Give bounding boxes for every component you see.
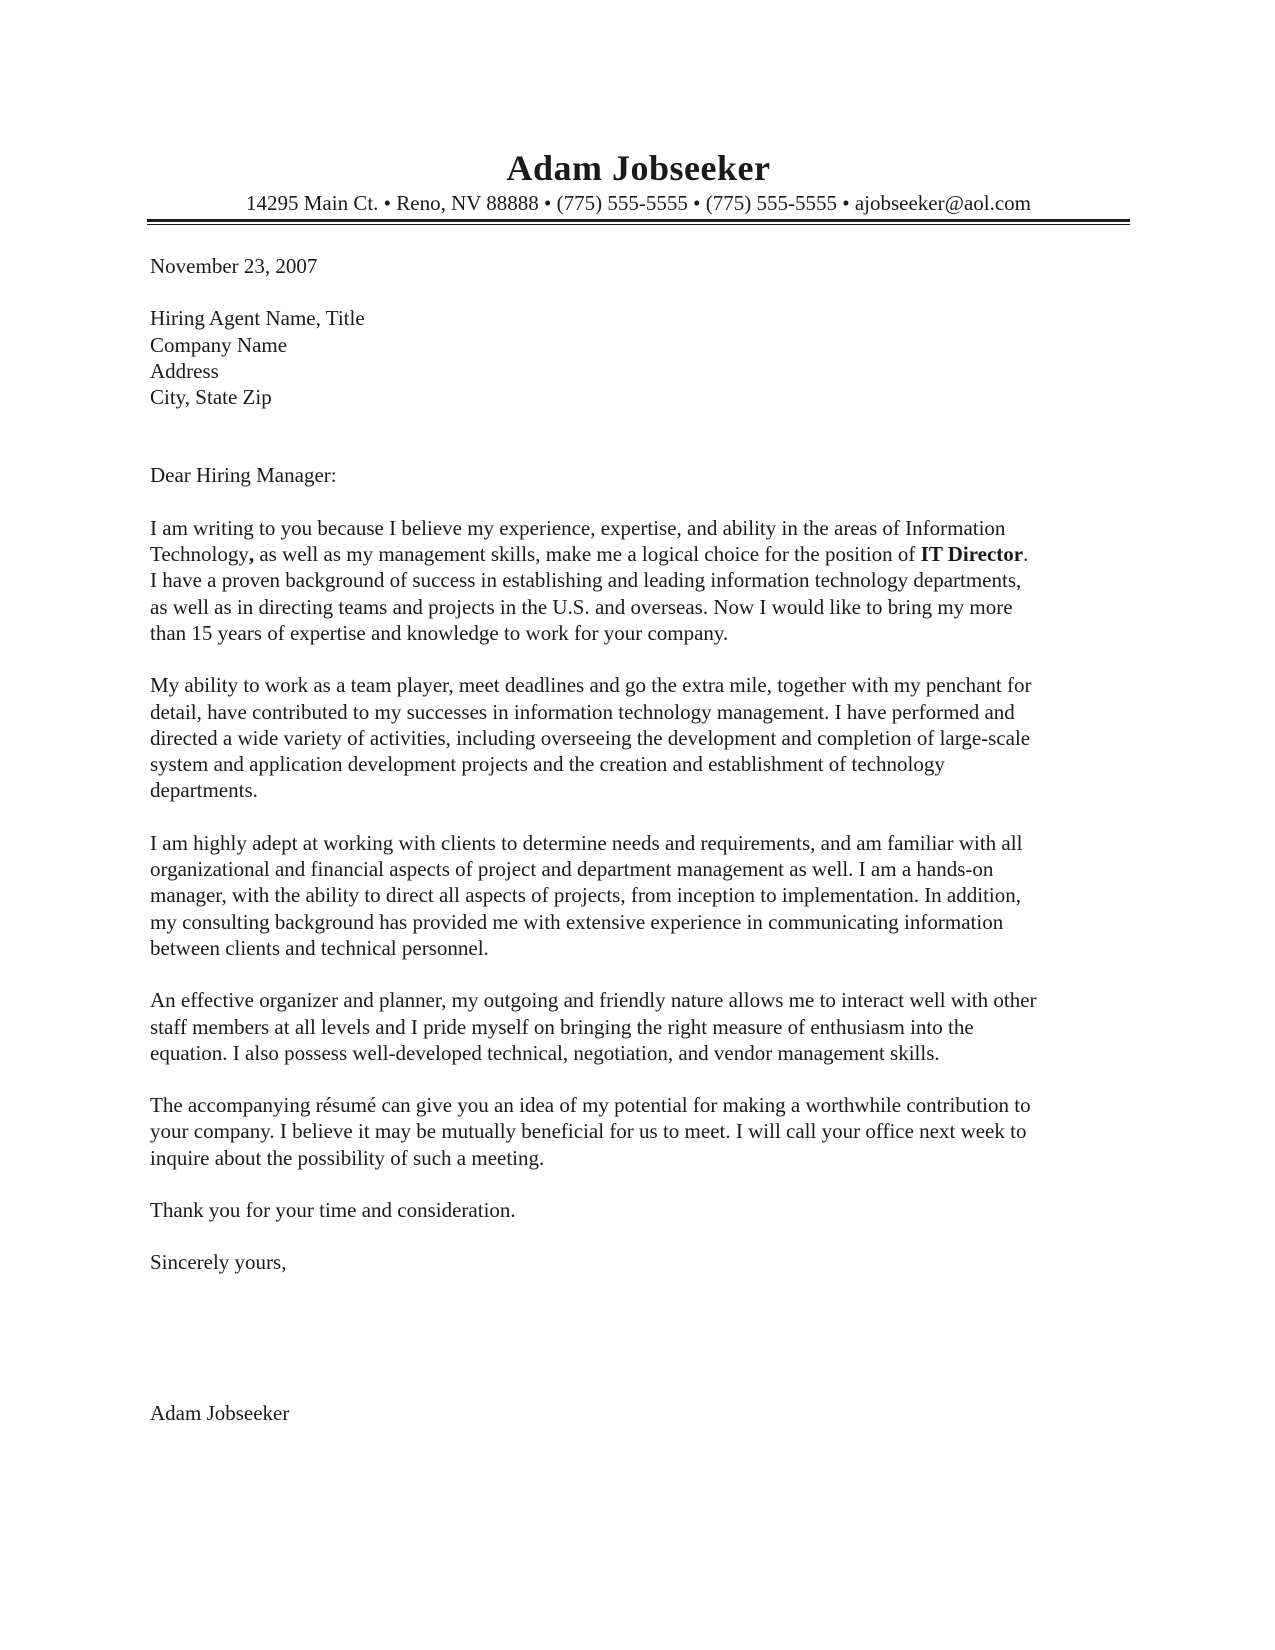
recipient-line: Address [150,358,219,383]
letter-date: November 23, 2007 [150,254,318,278]
paragraph-line: inquire about the possibility of such a meeting. [150,1145,545,1170]
paragraph-2 [150,672,1140,803]
paragraph-line: equation. I also possess well-developed technical, negotiation, and vendor management skills. [150,1040,940,1065]
signature-name: Adam Jobseeker [150,1400,290,1425]
recipient-line: Company Name [150,332,288,357]
paragraph-line: organizational and financial aspects of project and department management as well. I am a hands-on [150,857,994,882]
recipient-address [150,305,1140,410]
paragraph-line: my consulting background has provided me with extensive experience in communicating information [150,909,1004,934]
paragraph-line: The accompanying résumé can give you an idea of my potential for making a worthwhile contribution to [150,1093,1031,1118]
letterhead [147,148,1130,216]
paragraph-line: than 15 years of expertise and knowledge to work for your company. [150,620,729,645]
position-title: IT Director [920,542,1024,567]
text-run: Technology [150,542,249,567]
header-rule-thin [147,224,1130,225]
text-run-bold: , [248,542,255,567]
paragraph-line: system and application development projects and the creation and establishment of technology [150,752,945,777]
paragraph-1 [150,515,1140,646]
paragraph-line: staff members at all levels and I pride myself on bringing the right measure of enthusiasm into the [150,1014,974,1039]
letter-body [150,253,1140,1426]
recipient-line: Hiring Agent Name, Title [150,306,365,331]
header-rule-thick [147,219,1130,222]
paragraph-line: I am highly adept at working with clients to determine needs and requirements, and am familiar with all [150,830,1023,855]
paragraph-line: I have a proven background of success in establishing and leading information technology departments, [150,568,1022,593]
paragraph-line: I am writing to you because I believe my experience, expertise, and ability in the areas of Information [150,515,1006,540]
recipient-line: City, State Zip [150,385,272,410]
paragraph-line: between clients and technical personnel. [150,935,489,960]
paragraph-line: detail, have contributed to my successes in information technology management. I have performed and [150,699,1015,724]
paragraph-line: departments. [150,778,258,803]
paragraph-5 [150,1092,1140,1171]
salutation: Dear Hiring Manager: [150,463,337,488]
thanks-line: Thank you for your time and consideration. [150,1198,516,1223]
closing: Sincerely yours, [150,1250,287,1275]
paragraph-line: My ability to work as a team player, meet deadlines and go the extra mile, together with my penchant for [150,673,1032,698]
paragraph-3 [150,830,1140,961]
paragraph-line: directed a wide variety of activities, including overseeing the development and completion of large-scale [150,725,1031,750]
paragraph-line: your company. I believe it may be mutually beneficial for us to meet. I will call your office next week to [150,1119,1027,1144]
paragraph-line: An effective organizer and planner, my outgoing and friendly nature allows me to interact well with other [150,988,1037,1013]
sender-contact: 14295 Main Ct. • Reno, NV 88888 • (775) 555-5555 • (775) 555-5555 • ajobseeker@aol.com [246,191,1031,215]
paragraph-4 [150,987,1140,1066]
paragraph-line [150,541,1140,567]
text-run: . [1023,542,1029,567]
sender-name: Adam Jobseeker [506,148,771,188]
paragraph-line: as well as in directing teams and projects in the U.S. and overseas. Now I would like to bring my more [150,594,1013,619]
text-run: as well as my management skills, make me a logical choice for the position of [254,542,921,567]
paragraph-line: manager, with the ability to direct all aspects of projects, from inception to implementation. In addition, [150,883,1022,908]
